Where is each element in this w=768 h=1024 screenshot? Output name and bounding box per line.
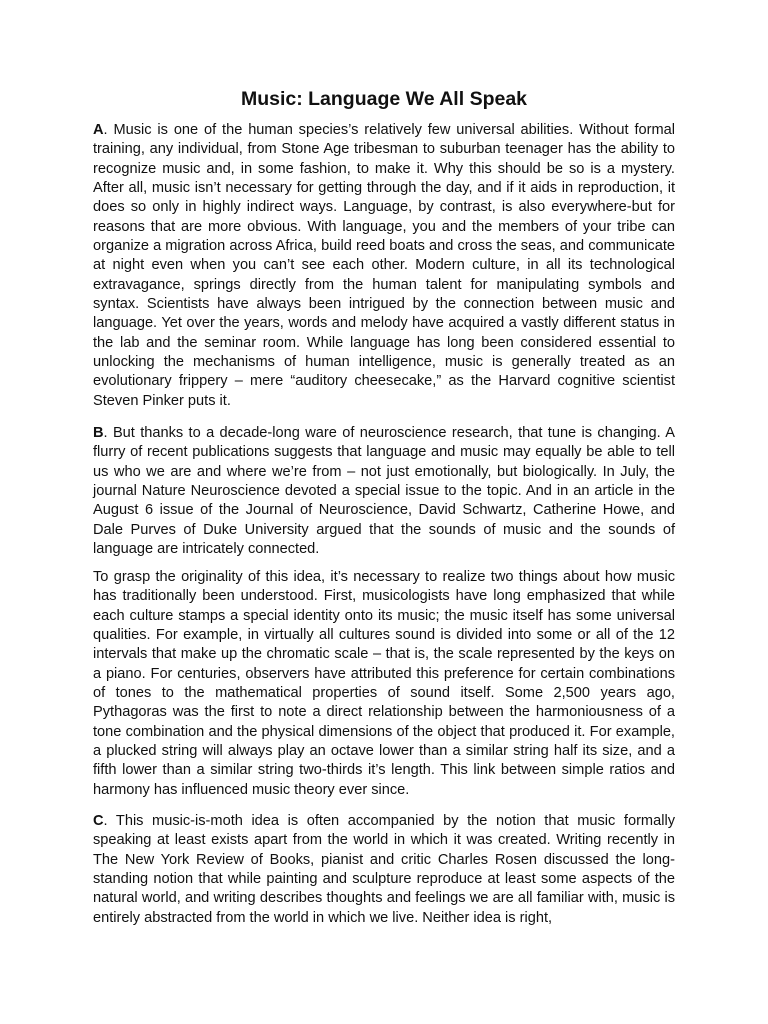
paragraph-label: C (93, 813, 104, 829)
paragraph-text: To grasp the originality of this idea, it’s necessary to realize two things about how music has traditionally been understood. First, musicologists have long emphasized that while each culture stamps a special identity onto its music; the music itself has some universal qualities. For example, in virtually all cultures sound is divided into some or all of the 12 intervals that make up the chromatic scale – that is, the scale represented by the keys on a piano. For centuries, observers have attributed this preference for certain combinations of tones to the mathematical properties of sound itself. Some 2,500 years ago, Pythagoras was the first to note a direct relationship between the harmoniousness of a tone combination and the physical dimensions of the object that produced it. For example, a plucked string will always play an octave lower than a similar string half its size, and a fifth lower than a similar string two-thirds it’s length. This link between simple ratios and harmony has influenced music theory ever since. (93, 569, 675, 798)
paragraph-text: . But thanks to a decade-long ware of neuroscience research, that tune is changing. A flurry of recent publications suggests that language and music may equally be able to tell us who we are and where we’re from – not just emotionally, but biologically. In July, the journal Nature Neuroscience devoted a special issue to the topic. And in an article in the August 6 issue of the Journal of Neuroscience, David Schwartz, Catherine Howe, and Dale Purves of Duke University argued that the sounds of music and the sounds of language are intricately connected. (93, 425, 675, 558)
page-title: Music: Language We All Speak (240, 88, 528, 110)
paragraph-b-continued (93, 568, 675, 800)
paragraph-a (93, 121, 675, 411)
paragraph-c (93, 812, 675, 928)
paragraph-text: . This music-is-moth idea is often accompanied by the notion that music formally speaking at least exists apart from the world in which it was created. Writing recently in The New York Review of Books, pianist and critic Charles Rosen discussed the long-standing notion that while painting and sculpture reproduce at least some aspects of the natural world, and writing describes thoughts and feelings we are all familiar with, music is entirely abstracted from the world in which we live. Neither idea is right, (93, 813, 675, 926)
paragraph-label: B (93, 425, 104, 441)
paragraph-label: A (93, 122, 104, 138)
paragraph-b (93, 424, 675, 559)
paragraph-text: . Music is one of the human species’s relatively few universal abilities. Without formal training, any individual, from Stone Age tribesman to suburban teenager has the ability to recognize music and, in some fashion, to make it. Why this should be so is a mystery. After all, music isn’t necessary for getting through the day, and if it aids in reproduction, it does so only in highly indirect ways. Language, by contrast, is also everywhere-but for reasons that are more obvious. With language, you and the members of your tribe can organize a migration across Africa, build reed boats and cross the seas, and communicate at night even when you can’t see each other. Modern culture, in all its technological extravagance, springs directly from the human talent for manipulating symbols and syntax. Scientists have always been intrigued by the connection between music and language. Yet over the years, words and melody have acquired a vastly different status in the lab and the seminar room. While language has long been considered essential to unlocking the mechanisms of human intelligence, music is generally treated as an evolutionary frippery – mere “auditory cheesecake,” as the Harvard cognitive scientist Steven Pinker puts it. (93, 122, 675, 409)
